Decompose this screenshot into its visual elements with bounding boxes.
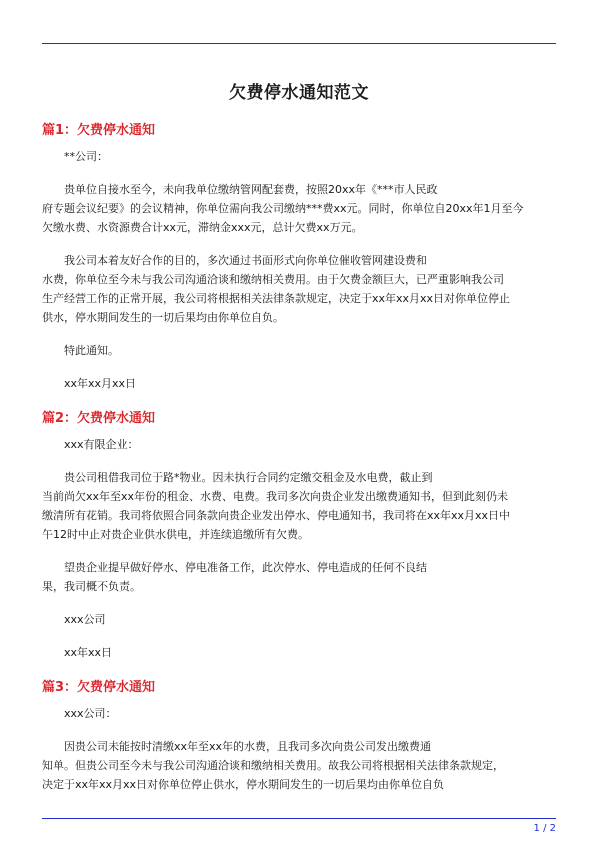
header-rule (42, 43, 556, 44)
sections-container (42, 119, 556, 794)
paragraph-line: xx年xx月xx日 (64, 377, 137, 390)
section-heading: 篇3：欠费停水通知 (42, 680, 156, 695)
paragraph-line: 望贵企业提早做好停水、停电准备工作，此次停水、停电造成的任何不良结 (64, 561, 427, 574)
indented-line (42, 435, 556, 454)
indented-line (42, 643, 556, 662)
document-title: 欠费停水通知范文 (229, 83, 369, 103)
paragraph-line: 午12时中止对贵企业供水供电，并连续追缴所有欠费。 (42, 528, 309, 541)
paragraph-line: xxx公司 (64, 613, 106, 626)
paragraph-line: 贵公司租借我司位于路*物业。因未执行合同约定缴交租金及水电费，截止到 (64, 471, 433, 484)
document-body (42, 78, 556, 808)
footer-rule (42, 818, 556, 819)
page-number: 1 / 2 (533, 823, 556, 834)
paragraph-line: xxx公司： (64, 707, 117, 720)
paragraph-line: 缴清所有花销。我司将依照合同条款向贵企业发出停水、停电通知书，我司将在xx年xx月xx日中 (42, 509, 511, 522)
paragraph-line: **公司： (64, 150, 108, 163)
paragraph-line: 府专题会议纪要》的会议精神，你单位需向我公司缴纳***费xx元。同时，你单位自20xx年1月至今 (42, 202, 524, 215)
body-paragraph (42, 251, 556, 327)
paragraph-line: 果，我司概不负责。 (42, 580, 141, 593)
body-paragraph (42, 558, 556, 596)
paragraph-line: 特此通知。 (64, 344, 119, 357)
paragraph-line: xxx有限企业： (64, 438, 139, 451)
paragraph-line: 因贵公司未能按时清缴xx年至xx年的水费，且我司多次向贵公司发出缴费通 (64, 740, 432, 753)
indented-line (42, 704, 556, 723)
section-heading: 篇2：欠费停水通知 (42, 411, 156, 426)
paragraph-line: 当前尚欠xx年至xx年份的租金、水费、电费。我司多次向贵企业发出缴费通知书，但到此刻仍未 (42, 490, 509, 503)
indented-line (42, 610, 556, 629)
section-heading: 篇1：欠费停水通知 (42, 123, 156, 138)
paragraph-line: 欠缴水费、水资源费合计xx元，滞纳金xxx元，总计欠费xx万元。 (42, 221, 363, 234)
paragraph-line: 水费，你单位至今未与我公司沟通洽谈和缴纳相关费用。由于欠费金额巨大，已严重影响我公司 (42, 273, 504, 286)
indented-line (42, 341, 556, 360)
paragraph-line: 我公司本着友好合作的目的，多次通过书面形式向你单位催收管网建设费和 (64, 254, 427, 267)
indented-line (42, 374, 556, 393)
paragraph-line: 决定于xx年xx月xx日对你单位停止供水，停水期间发生的一切后果均由你单位自负 (42, 778, 445, 791)
paragraph-line: xx年xx日 (64, 646, 113, 659)
indented-line (42, 147, 556, 166)
paragraph-line: 供水，停水期间发生的一切后果均由你单位自负。 (42, 311, 284, 324)
paragraph-line: 贵单位自接水至今，未向我单位缴纳管网配套费，按照20xx年《***市人民政 (64, 183, 438, 196)
paragraph-line: 知单。但贵公司至今未与我公司沟通洽谈和缴纳相关费用。故我公司将根据相关法律条款规定， (42, 759, 504, 772)
body-paragraph (42, 468, 556, 544)
body-paragraph (42, 180, 556, 237)
body-paragraph (42, 737, 556, 794)
paragraph-line: 生产经营工作的正常开展，我公司将根据相关法律条款规定，决定于xx年xx月xx日对你单位停止 (42, 292, 511, 305)
